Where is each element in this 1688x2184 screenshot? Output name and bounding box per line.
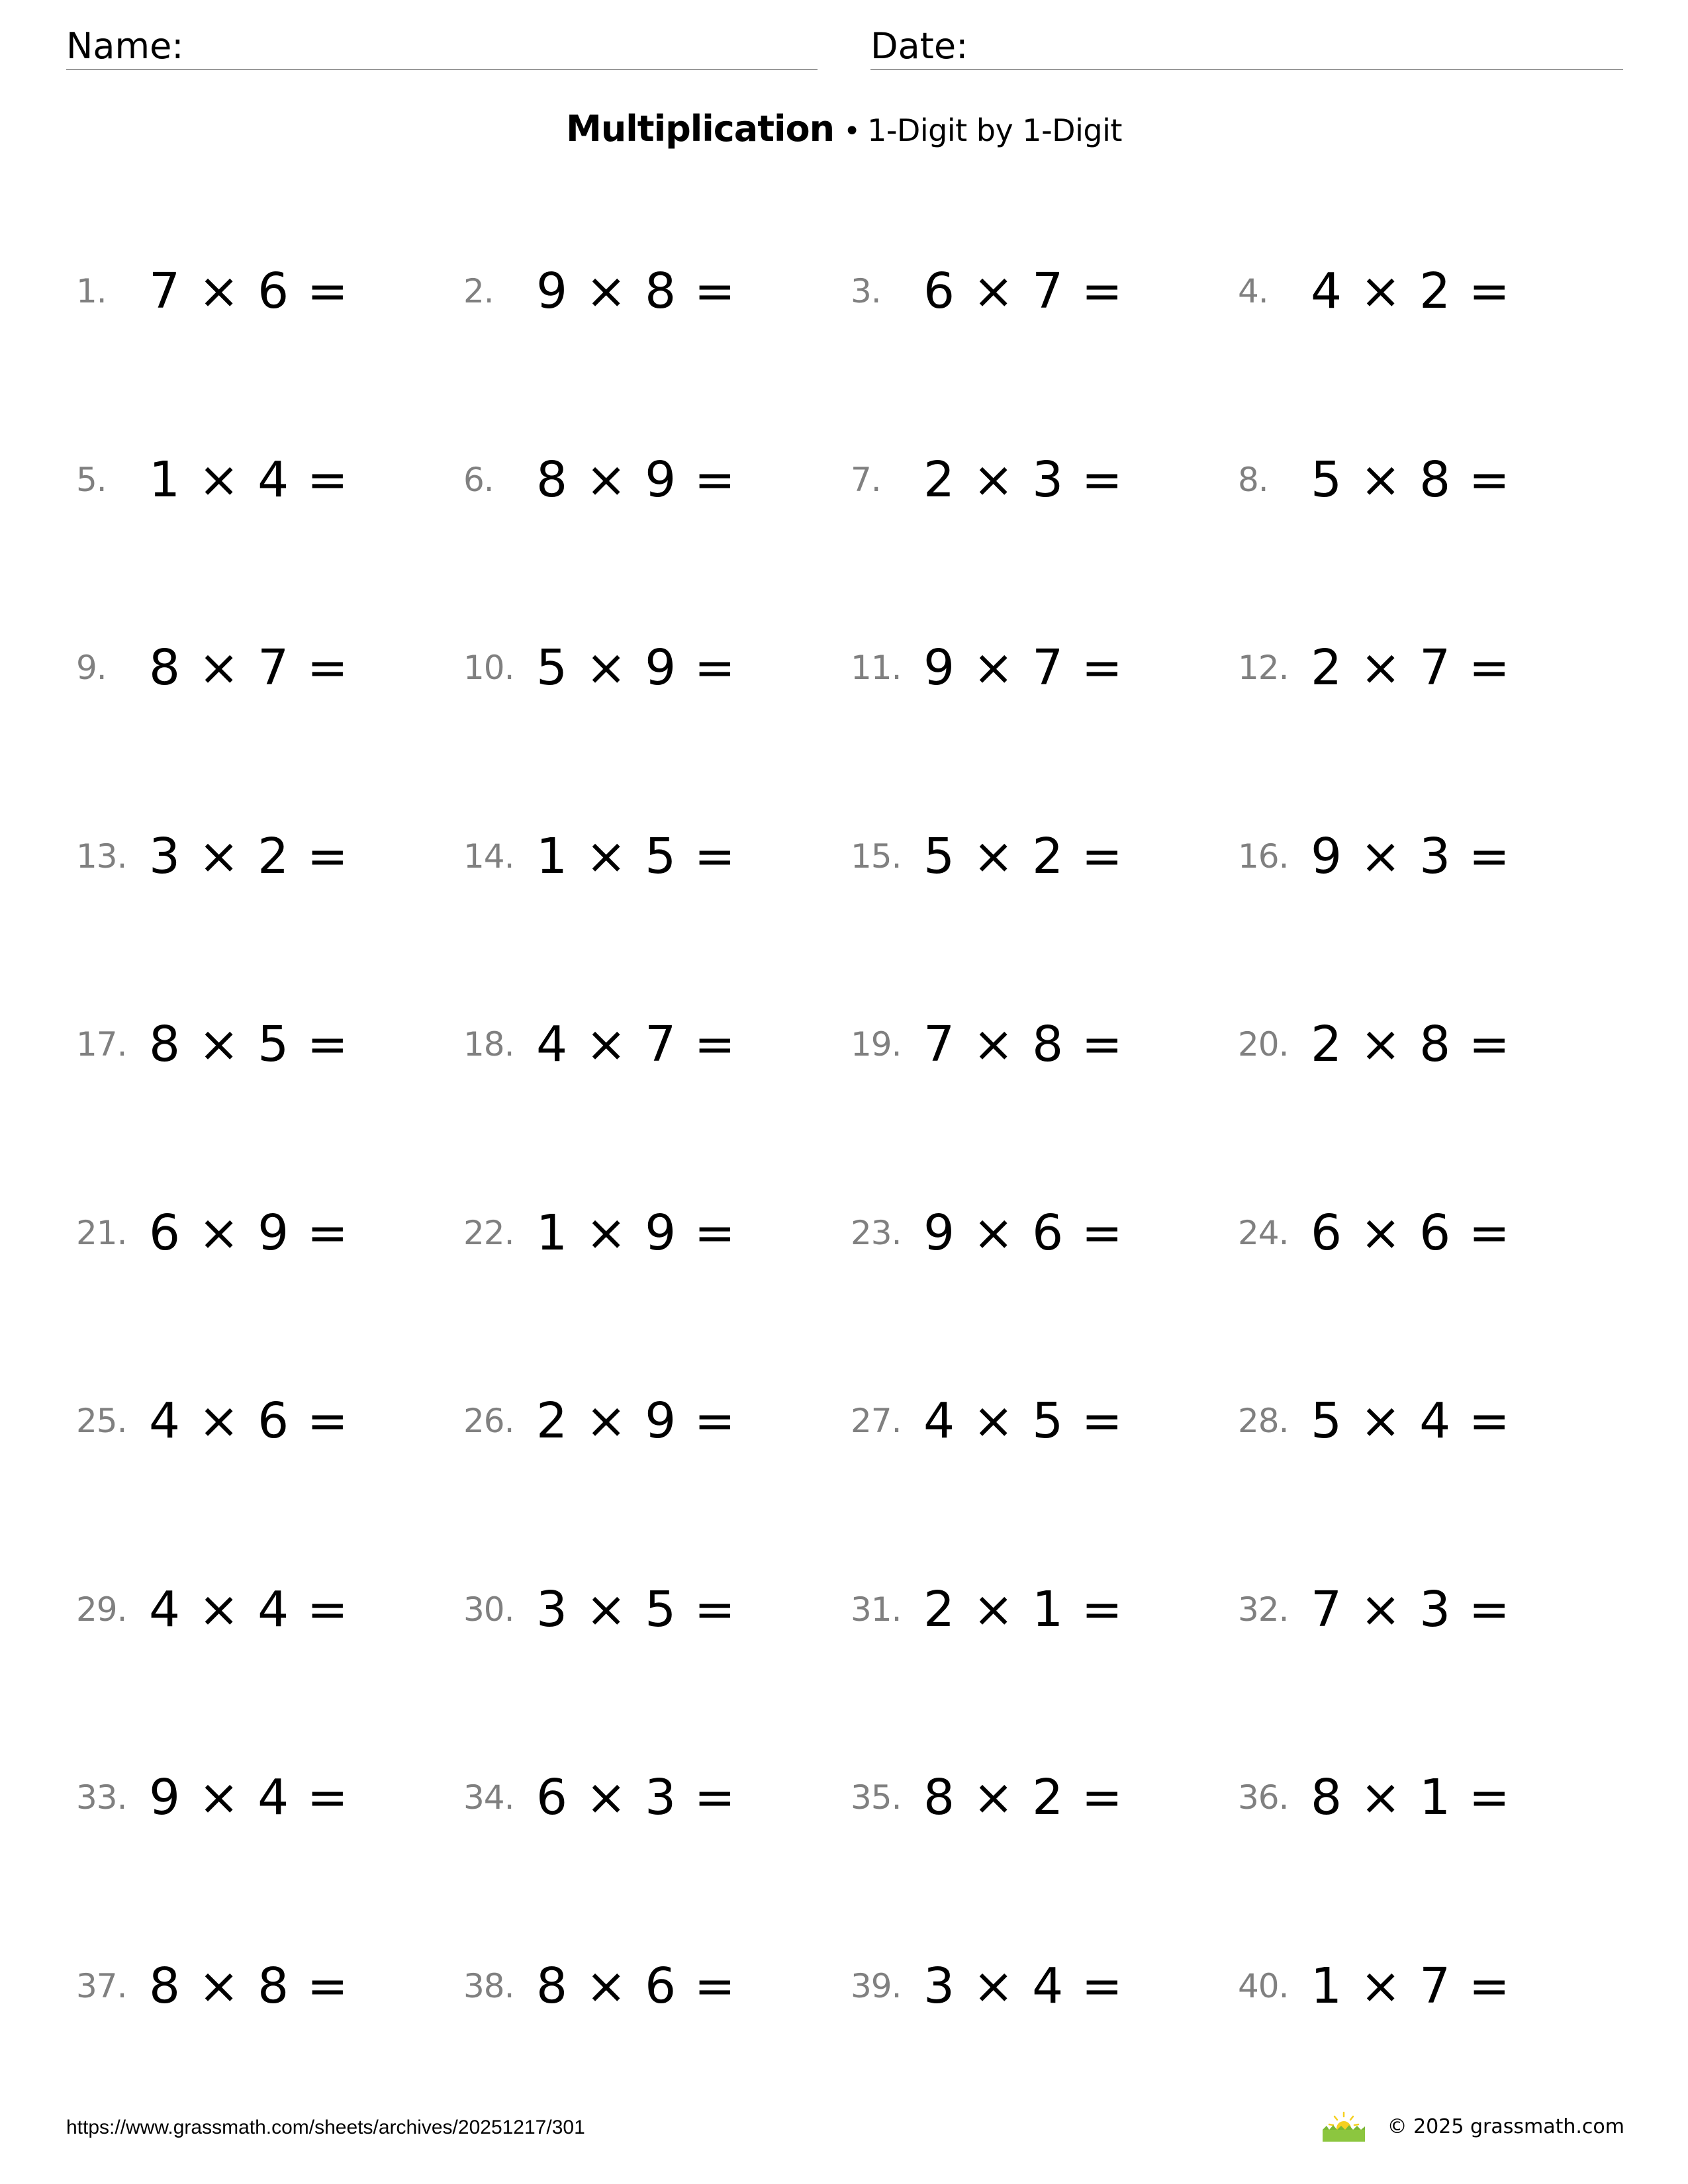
problem-number: 6. (463, 461, 494, 499)
problem-number: 2. (463, 272, 494, 310)
problem-item (76, 1956, 447, 2016)
problem-item (851, 450, 1221, 510)
problem-item (851, 1015, 1221, 1074)
problem-number: 1. (76, 272, 107, 310)
problem-expression: 6 × 3 = (536, 1769, 735, 1826)
problem-item (1238, 450, 1609, 510)
problem-expression: 9 × 7 = (923, 639, 1123, 696)
problem-expression: 7 × 6 = (149, 263, 348, 320)
problem-expression: 6 × 7 = (923, 263, 1123, 320)
problem-number: 37. (76, 1967, 127, 2005)
problem-expression: 8 × 6 = (536, 1958, 735, 2015)
problem-expression: 9 × 3 = (1311, 828, 1510, 885)
problem-number: 30. (463, 1590, 514, 1629)
problem-number: 16. (1238, 837, 1289, 876)
problem-expression: 1 × 9 = (536, 1205, 735, 1261)
problem-expression: 4 × 6 = (149, 1392, 348, 1449)
problem-number: 31. (851, 1590, 902, 1629)
problem-item (1238, 261, 1609, 321)
problem-item (76, 1768, 447, 1827)
problem-item (851, 1203, 1221, 1263)
problem-number: 38. (463, 1967, 514, 2005)
problem-expression: 1 × 7 = (1311, 1958, 1510, 2015)
problem-expression: 2 × 1 = (923, 1581, 1123, 1638)
problem-expression: 6 × 9 = (149, 1205, 348, 1261)
problem-expression: 8 × 1 = (1311, 1769, 1510, 1826)
problem-number: 7. (851, 461, 881, 499)
name-label: Name: (66, 25, 184, 67)
problem-item (463, 1015, 834, 1074)
problem-expression: 8 × 8 = (149, 1958, 348, 2015)
problem-expression: 3 × 2 = (149, 828, 348, 885)
problem-number: 12. (1238, 649, 1289, 687)
problem-expression: 2 × 9 = (536, 1392, 735, 1449)
problem-number: 24. (1238, 1214, 1289, 1252)
date-label: Date: (870, 25, 968, 67)
problem-item (76, 638, 447, 698)
worksheet-title (0, 106, 1688, 161)
problem-expression: 7 × 3 = (1311, 1581, 1510, 1638)
problem-expression: 7 × 8 = (923, 1016, 1123, 1073)
problem-expression: 3 × 5 = (536, 1581, 735, 1638)
title-separator: • (843, 114, 861, 148)
problem-number: 23. (851, 1214, 902, 1252)
problem-number: 22. (463, 1214, 514, 1252)
problem-item (463, 638, 834, 698)
problem-number: 11. (851, 649, 902, 687)
problem-item (851, 827, 1221, 886)
problem-number: 9. (76, 649, 107, 687)
problem-number: 15. (851, 837, 902, 876)
problem-expression: 8 × 2 = (923, 1769, 1123, 1826)
problem-number: 3. (851, 272, 881, 310)
problem-number: 8. (1238, 461, 1268, 499)
problem-number: 21. (76, 1214, 127, 1252)
problem-number: 27. (851, 1402, 902, 1440)
copyright-text: © 2025 grassmath.com (1387, 2115, 1624, 2138)
problem-expression: 4 × 5 = (923, 1392, 1123, 1449)
problem-item (1238, 638, 1609, 698)
problem-number: 19. (851, 1025, 902, 1064)
problem-expression: 5 × 8 = (1311, 451, 1510, 508)
problem-expression: 2 × 7 = (1311, 639, 1510, 696)
problem-expression: 5 × 9 = (536, 639, 735, 696)
problem-number: 36. (1238, 1778, 1289, 1817)
problem-item (76, 827, 447, 886)
problem-item (1238, 1768, 1609, 1827)
problem-expression: 9 × 8 = (536, 263, 735, 320)
problem-number: 35. (851, 1778, 902, 1817)
problem-expression: 8 × 7 = (149, 639, 348, 696)
problem-item (463, 1391, 834, 1451)
problem-number: 39. (851, 1967, 902, 2005)
problem-expression: 1 × 5 = (536, 828, 735, 885)
problem-expression: 6 × 6 = (1311, 1205, 1510, 1261)
problem-item (1238, 1015, 1609, 1074)
problem-item (76, 1015, 447, 1074)
problem-item (851, 1580, 1221, 1639)
problem-expression: 1 × 4 = (149, 451, 348, 508)
problem-item (76, 261, 447, 321)
problem-item (851, 638, 1221, 698)
problem-item (463, 1203, 834, 1263)
problem-item (851, 1768, 1221, 1827)
problem-expression: 4 × 2 = (1311, 263, 1510, 320)
problem-number: 32. (1238, 1590, 1289, 1629)
problem-expression: 5 × 4 = (1311, 1392, 1510, 1449)
problem-number: 18. (463, 1025, 514, 1064)
problem-number: 20. (1238, 1025, 1289, 1064)
problem-expression: 5 × 2 = (923, 828, 1123, 885)
problem-number: 4. (1238, 272, 1268, 310)
problem-item (463, 827, 834, 886)
sun-over-grass-icon (1320, 2111, 1368, 2143)
problem-number: 25. (76, 1402, 127, 1440)
name-field[interactable] (66, 24, 818, 70)
footer-url[interactable]: https://www.grassmath.com/sheets/archives/20251217/301 (66, 2116, 585, 2138)
problem-item (1238, 827, 1609, 886)
date-field[interactable] (870, 24, 1623, 70)
footer-brand (1320, 2111, 1624, 2143)
problem-item (463, 1768, 834, 1827)
problem-number: 14. (463, 837, 514, 876)
problem-number: 29. (76, 1590, 127, 1629)
problem-number: 33. (76, 1778, 127, 1817)
problem-item (1238, 1580, 1609, 1639)
problem-item (463, 261, 834, 321)
problem-number: 13. (76, 837, 127, 876)
problem-expression: 4 × 4 = (149, 1581, 348, 1638)
problem-item (463, 1956, 834, 2016)
problem-item (1238, 1203, 1609, 1263)
problem-expression: 8 × 5 = (149, 1016, 348, 1073)
problem-item (76, 1580, 447, 1639)
title-subtitle: 1-Digit by 1-Digit (867, 113, 1122, 148)
problem-expression: 8 × 9 = (536, 451, 735, 508)
problem-expression: 4 × 7 = (536, 1016, 735, 1073)
problem-expression: 9 × 4 = (149, 1769, 348, 1826)
problem-item (851, 1391, 1221, 1451)
problem-number: 5. (76, 461, 107, 499)
problem-number: 10. (463, 649, 514, 687)
problem-expression: 2 × 3 = (923, 451, 1123, 508)
problem-expression: 9 × 6 = (923, 1205, 1123, 1261)
problem-item (851, 1956, 1221, 2016)
problem-expression: 2 × 8 = (1311, 1016, 1510, 1073)
problem-number: 28. (1238, 1402, 1289, 1440)
problem-number: 17. (76, 1025, 127, 1064)
problem-item (463, 1580, 834, 1639)
problem-item (1238, 1391, 1609, 1451)
problem-item (76, 1203, 447, 1263)
problem-number: 40. (1238, 1967, 1289, 2005)
problem-item (1238, 1956, 1609, 2016)
problem-item (76, 1391, 447, 1451)
problem-item (463, 450, 834, 510)
problem-item (851, 261, 1221, 321)
problem-number: 26. (463, 1402, 514, 1440)
title-main: Multiplication (566, 108, 835, 150)
problem-item (76, 450, 447, 510)
problem-number: 34. (463, 1778, 514, 1817)
problem-expression: 3 × 4 = (923, 1958, 1123, 2015)
